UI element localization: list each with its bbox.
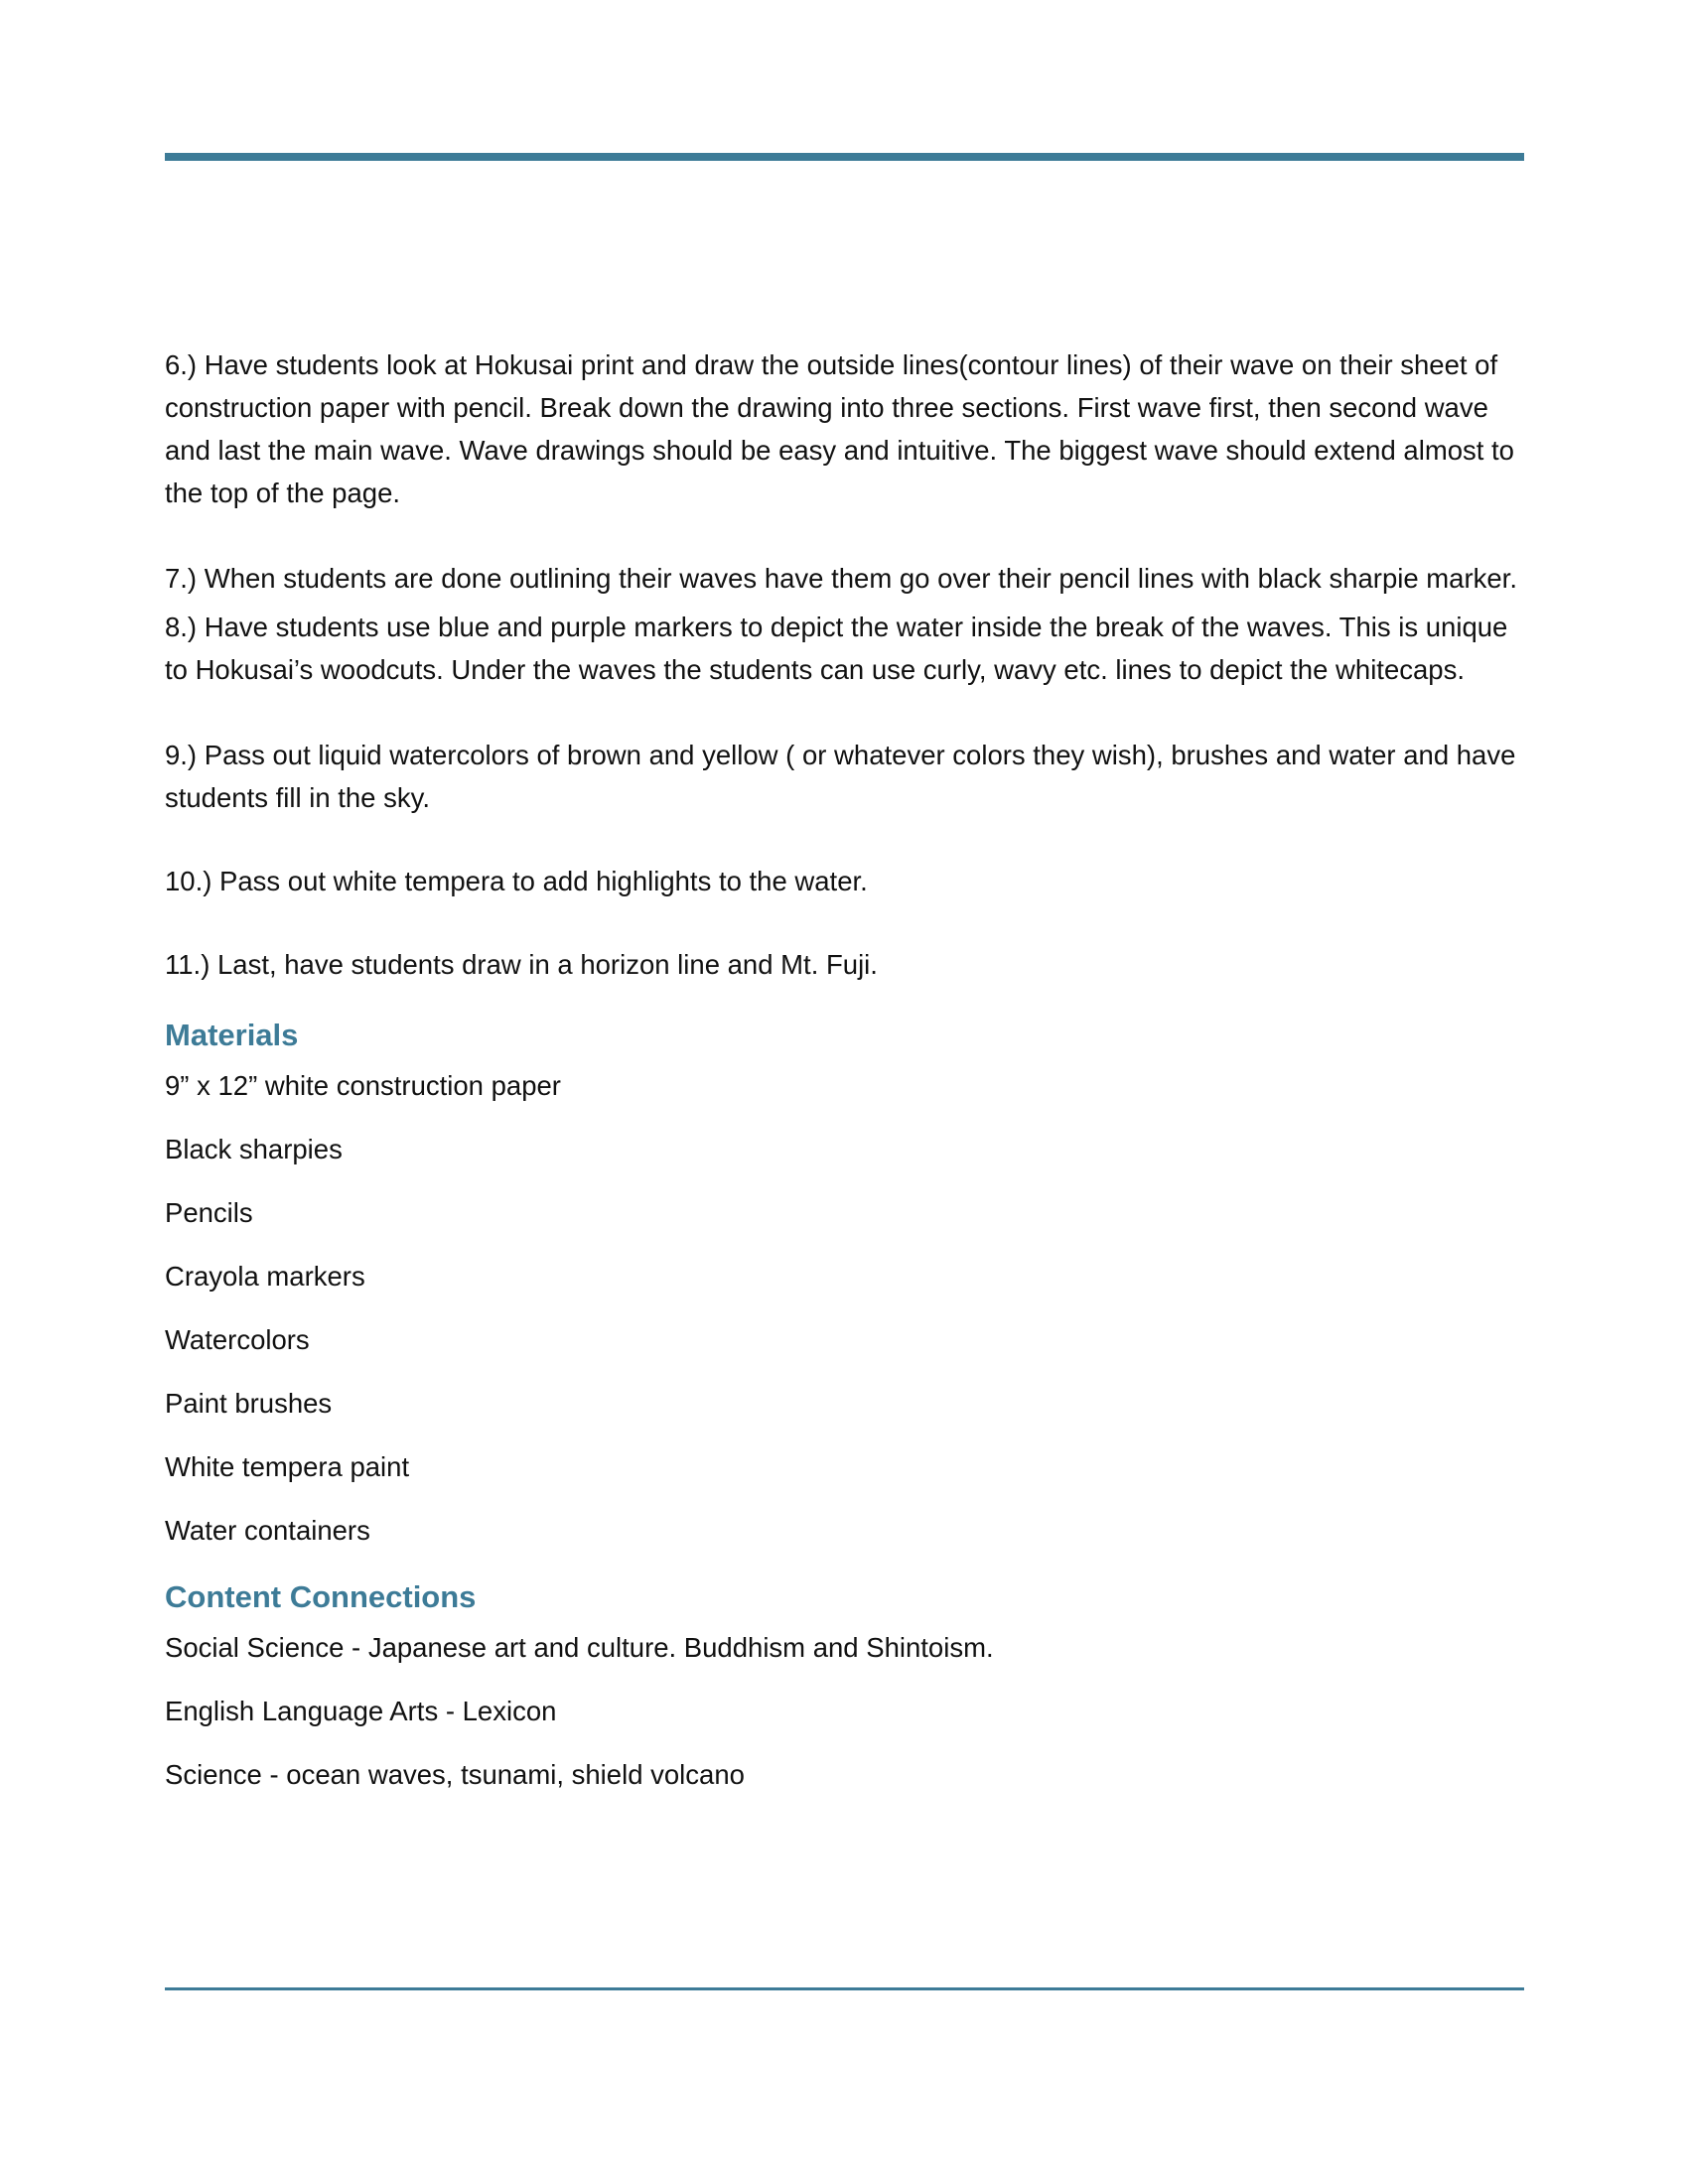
step-11: 11.) Last, have students draw in a horizon line and Mt. Fuji. xyxy=(165,949,878,980)
list-item: Water containers xyxy=(165,1515,370,1546)
header-rule xyxy=(165,153,1524,161)
content-connections-list xyxy=(165,1626,1535,1796)
list-item: Science - ocean waves, tsunami, shield volcano xyxy=(165,1759,745,1790)
list-item: White tempera paint xyxy=(165,1451,410,1482)
list-item: English Language Arts - Lexicon xyxy=(165,1696,557,1726)
materials-heading: Materials xyxy=(165,1018,299,1052)
list-item: Paint brushes xyxy=(165,1388,333,1419)
step-7: 7.) When students are done outlining their waves have them go over their pencil lines with black sharpie marker. xyxy=(165,563,1517,594)
footer-rule xyxy=(165,1987,1524,1990)
list-item: Black sharpies xyxy=(165,1134,343,1164)
lesson-content xyxy=(165,343,1535,1796)
materials-list xyxy=(165,1064,1535,1552)
list-item: Watercolors xyxy=(165,1324,310,1355)
step-6: 6.) Have students look at Hokusai print and draw the outside lines(contour lines) of their wave on their sheet of construction paper with pencil. Break down the drawing into three sections. First wave first, then second wave and last the main wave. Wave drawings should be easy and intuitive. The biggest wave should extend almost to the top of the page. xyxy=(165,349,1514,508)
list-item: 9” x 12” white construction paper xyxy=(165,1070,561,1101)
step-8: 8.) Have students use blue and purple markers to depict the water inside the break of the waves. This is unique to Hokusai’s woodcuts. Under the waves the students can use curly, wavy etc. lines to depict the whitecaps. xyxy=(165,612,1508,685)
content-connections-heading: Content Connections xyxy=(165,1579,477,1614)
list-item: Pencils xyxy=(165,1197,253,1228)
step-10: 10.) Pass out white tempera to add highlights to the water. xyxy=(165,866,868,896)
list-item: Social Science - Japanese art and culture. Buddhism and Shintoism. xyxy=(165,1632,994,1663)
list-item: Crayola markers xyxy=(165,1261,365,1292)
step-9: 9.) Pass out liquid watercolors of brown and yellow ( or whatever colors they wish), brushes and water and have students fill in the sky. xyxy=(165,740,1516,813)
